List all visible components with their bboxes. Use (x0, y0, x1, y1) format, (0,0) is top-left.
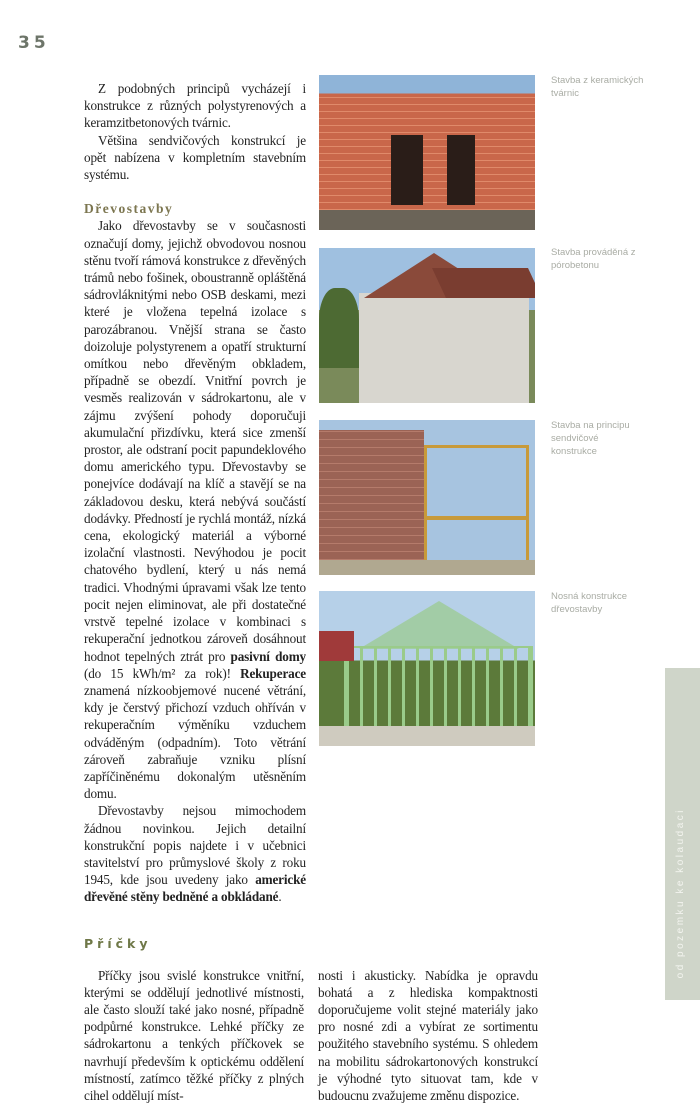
paragraph: nosti i akusticky. Nabídka je opravdu bohatá a z hlediska kompaktnosti doporučujeme volit stejné materiály jako pro nosné zdi a vybírat ze sortimentu použitého stavebního systému. S ohledem na mobilitu sádrokartonových konstrukcí je výhodné tyto situovat tam, kde v budoucnu zvažujeme změnu dispozice. (318, 967, 538, 1103)
text-column-right (318, 967, 538, 1104)
paragraph: Příčky jsou svislé konstrukce vnitřní, kterými se oddělují jednotlivé místnosti, ale často slouží také jako nosné, případně podpůrné konstrukce. Lehké příčky ze sádrokartonu a tenkých příčkovek se navrhují především k optickému oddělení místností, zatímco těžké příčky z plných cihel oddělují míst- (84, 967, 304, 1103)
side-tab-label: od pozemku ke kolaudaci (675, 807, 686, 978)
two-column-text (84, 967, 539, 1104)
side-tab (665, 668, 700, 1000)
photo-caption: Stavba na principu sendvičové konstrukce (551, 420, 630, 457)
text-run: . (278, 889, 282, 905)
text-run: znamená nízkoobjemové nucené větrání, kdy je čerstvý přichozí vzduch ohříván v rekuperačním výměníku vzduchem odváděným (odpadním). Toto větrání zároveň zabraňuje vzniku plísní zapříčiněnému dokonalým utěsněním domu. (84, 682, 306, 802)
photo-aerated-concrete-house (319, 248, 535, 403)
text-run: Jako dřevostavby se v současnosti označují domy, jejichž obvodovou nosnou stěnu tvoří rámová konstrukce z dřevěných trámů nebo fošinek, oboustranně opláštěná sádrovláknitými nebo OSB deskami, mezi které je vložena tepelná izolace s parozábranou. Vnější strana se často doizoluje polystyrenem a opatří strukturní omítkou nebo dřevěným obkladem, případně se obezdí. Vnitřní povrch je vesměs realizován v sádrokartonu, ale v zájmu zvýšení pohody doporučuji akumulační přizdívku, která sice zmenší prostor, ale odstraní pocit papundeklového domu amerického typu. Dřevostavby se ponejvíce dodávají na klíč a stavějí se na základovou desku, která nebývá součástí dodávky. Předností je rychlá montáž, nízká cena, ekologický materiál a výborné izolační vlastnosti. Nevýhodou je pocit chatového bydlení, který u nás nemá tradici. Vhodnými úpravami však lze tento pocit nejen eliminovat, ale při dostatečné vrstvě tepelné izolace v kombinaci s rekuperační jednotkou zároveň dosáhnout hodnot tepelných ztrát pro (84, 218, 306, 664)
paragraph: Z podobných principů vycházejí i konstrukce z různých polystyrenových a keramzitbetonových tvárnic. (84, 81, 306, 131)
paragraph (84, 802, 306, 905)
page-number: 35 (18, 33, 50, 53)
bold-term: Rekuperace (240, 665, 306, 681)
text-column-left (84, 967, 304, 1104)
section-heading-drevostavby: Dřevostavby (84, 201, 174, 217)
main-text-column (84, 80, 306, 906)
text-run: Dřevostavby nejsou mimochodem žádnou novinkou. Jejich detailní konstrukční popis najdete i v učebnici stavitelství pro průmyslové školy z roku 1945, kde jsou uvedeny jako (84, 803, 306, 888)
paragraph: Většina sendvičových konstrukcí je opět nabízena v kompletním stavebním systému. (84, 132, 306, 183)
photo-sandwich-construction-house (319, 420, 535, 575)
photo-caption: Stavba z keramických tvárnic (551, 75, 644, 99)
paragraph (84, 217, 306, 802)
bold-term: pasivní domy (230, 648, 306, 664)
photo-caption: Nosná konstrukce dřevostavby (551, 591, 628, 615)
photo-timber-frame-house (319, 591, 535, 746)
bold-term: americké dřevěné stěny bedněné a obkládané (84, 872, 306, 905)
photo-ceramic-block-house (319, 75, 535, 230)
photo-caption: Stavba prováděná z pórobetonu (551, 247, 636, 271)
text-run: (do 15 kWh/m² za rok)! (84, 665, 241, 681)
section-heading-pricky: Příčky (84, 935, 152, 951)
